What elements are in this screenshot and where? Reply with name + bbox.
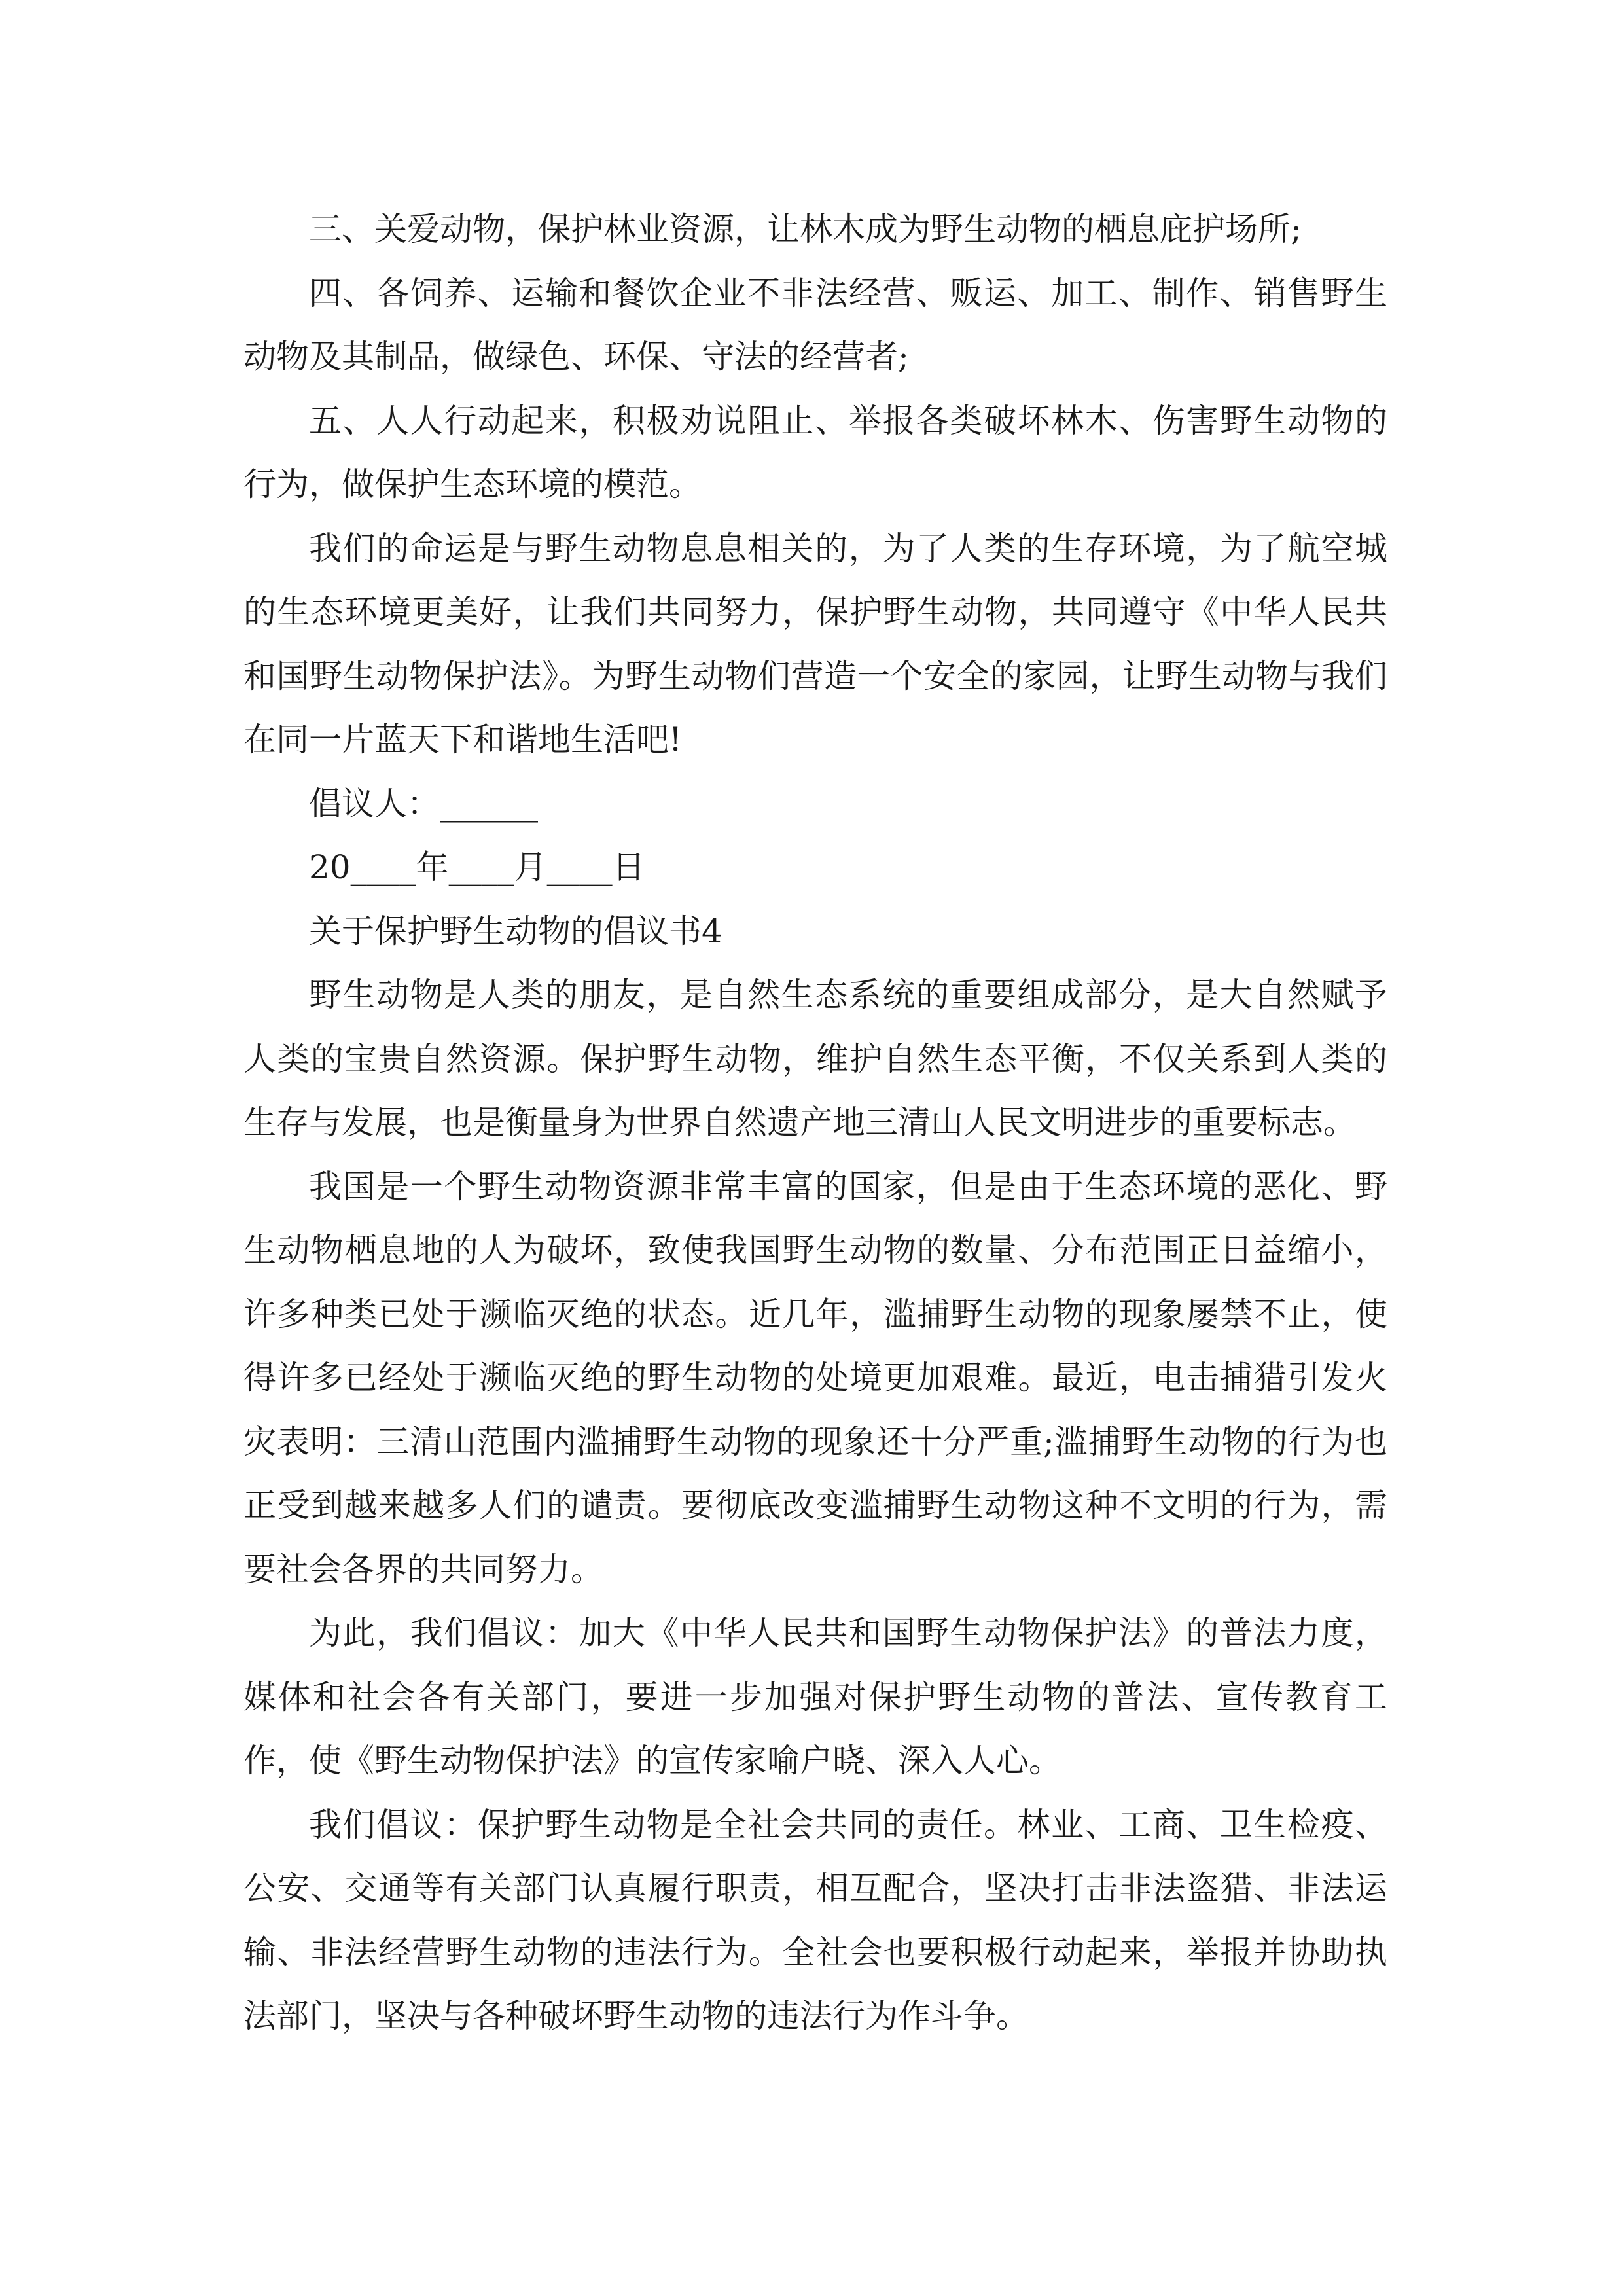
background-paragraph: 我国是一个野生动物资源非常丰富的国家，但是由于生态环境的恶化、野生动物栖息地的人为破坏，致使我国野生动物的数量、分布范围正日益缩小，许多种类已处于濒临灭绝的状态。近几年，滥捕野生动物的现象屡禁不止，使得许多已经处于濒临灭绝的野生动物的处境更加艰难。最近，电击捕猎引发火灾表明：三清山范围内滥捕野生动物的现象还十分严重;滥捕野生动物的行为也正受到越来越多人们的谴责。要彻底改变滥捕野生动物这种不文明的行为，需要社会各界的共同努力。 [243, 1167, 1387, 1588]
date-line: 20____年____月____日 [309, 848, 645, 886]
initiator-line: 倡议人：______ [309, 784, 538, 823]
section-title: 关于保护野生动物的倡议书4 [309, 912, 722, 950]
intro-paragraph: 野生动物是人类的朋友，是自然生态系统的重要组成部分，是大自然赋予人类的宝贵自然资源。保护野生动物，维护自然生态平衡，不仅关系到人类的生存与发展，也是衡量身为世界自然遗产地三清山人民文明进步的重要标志。 [243, 976, 1387, 1141]
closing-paragraph: 我们的命运是与野生动物息息相关的，为了人类的生存环境，为了航空城的生态环境更美好，让我们共同努力，保护野生动物，共同遵守《中华人民共和国野生动物保护法》。为野生动物们营造一个安全的家园，让野生动物与我们在同一片蓝天下和谐地生活吧! [243, 529, 1387, 759]
paragraph-item-3: 三、关爱动物，保护林业资源，让林木成为野生动物的栖息庇护场所; [309, 210, 1302, 248]
proposal-paragraph-2: 我们倡议：保护野生动物是全社会共同的责任。林业、工商、卫生检疫、公安、交通等有关部门认真履行职责，相互配合，坚决打击非法盗猎、非法运输、非法经营野生动物的违法行为。全社会也要积极行动起来，举报并协助执法部门，坚决与各种破坏野生动物的违法行为作斗争。 [243, 1805, 1387, 2035]
paragraph-item-5: 五、人人行动起来，积极劝说阻止、举报各类破坏林木、伤害野生动物的行为，做保护生态环境的模范。 [243, 401, 1387, 503]
paragraph-item-4: 四、各饲养、运输和餐饮企业不非法经营、贩运、加工、制作、销售野生动物及其制品，做绿色、环保、守法的经营者; [243, 274, 1387, 376]
proposal-paragraph-1: 为此，我们倡议：加大《中华人民共和国野生动物保护法》的普法力度，媒体和社会各有关部门，要进一步加强对保护野生动物的普法、宣传教育工作，使《野生动物保护法》的宣传家喻户晓、深入人心。 [243, 1614, 1387, 1780]
document-body [243, 198, 1387, 2049]
